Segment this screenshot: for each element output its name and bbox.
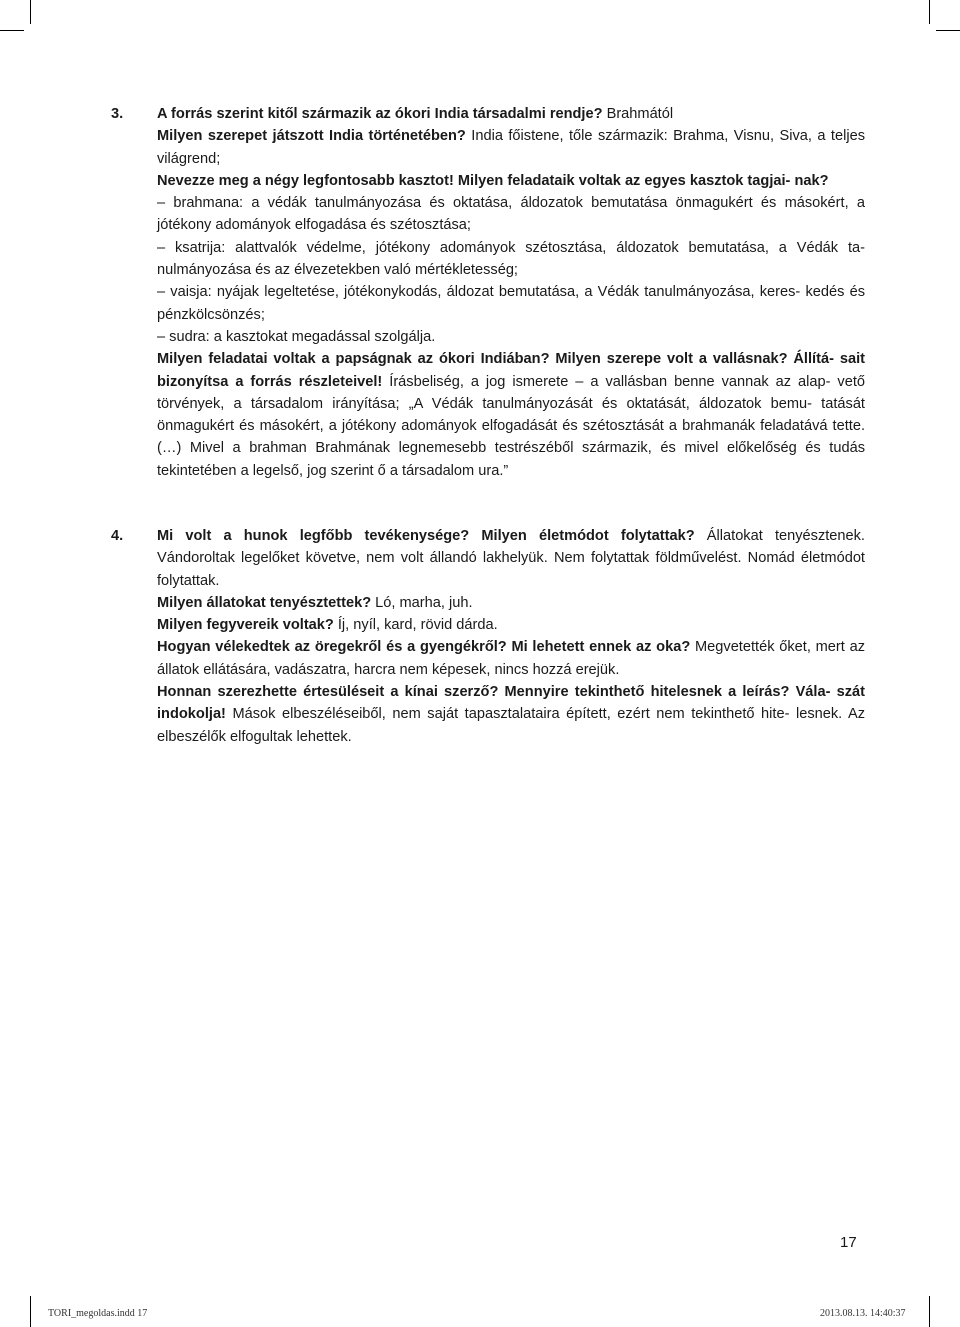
answer-text: Megvetették őket, mert az állatok ellátására, vadászatra, harcra nem képesek, nincs hozzá erejük. bbox=[157, 639, 865, 678]
slug-timestamp: 2013.08.13. 14:40:37 bbox=[820, 1308, 906, 1319]
paragraph bbox=[157, 636, 865, 681]
crop-mark bbox=[30, 1296, 31, 1327]
paragraph bbox=[157, 525, 865, 592]
question-text: Hogyan vélekedtek az öregekről és a gyengékről? Mi lehetett ennek az oka? bbox=[157, 639, 691, 656]
question-text: Milyen szerepet játszott India történetében? bbox=[157, 128, 466, 145]
question-text: Milyen feladatai voltak a papságnak az ókori Indiában? Milyen szerepe volt a vallásnak? Állítá- sait bizonyítsa a forrás részleteivel! bbox=[157, 351, 865, 390]
paragraph bbox=[157, 103, 865, 125]
question-number: 3. bbox=[111, 106, 124, 122]
paragraph bbox=[157, 614, 865, 636]
answer-text: Mások elbeszéléseiből, nem saját tapasztalataira épített, ezért nem tekinthető hite- lesnek. Az elbeszélők elfogultak lehettek. bbox=[157, 706, 865, 745]
caste-item: – brahmana: a védák tanulmányozása és oktatása, áldozatok bemutatása önmagukért és másokért, a jótékony adományok elfogadása és szétosztása; bbox=[157, 195, 865, 234]
paragraph bbox=[157, 681, 865, 748]
question-text: A forrás szerint kitől származik az ókori India társadalmi rendje? bbox=[157, 106, 603, 122]
crop-mark bbox=[30, 0, 31, 24]
caste-item: – sudra: a kasztokat megadással szolgálja. bbox=[157, 328, 436, 345]
answer-text: India főistene, tőle származik: Brahma, Visnu, Siva, a teljes világrend; bbox=[157, 128, 865, 167]
crop-mark bbox=[929, 0, 930, 24]
page-number: 17 bbox=[840, 1234, 857, 1251]
question-text: Milyen fegyvereik voltak? bbox=[157, 617, 334, 634]
answer-text: Írásbeliség, a jog ismerete – a vallásban benne vannak az alap- vető törvények, a társadalom irányítása; „A Védák tanulmányozását és oktatását, áldozatok bemu- tatását önmagukért és másokért, a jótékony adományok elfogadását és szétosztását a brahmanák feladatává tette. (…) Mivel a brahman Brahmának legnemesebb testrészéből származik, és mivel előkelőség és tudás tekintetében a legelső, jog szerint ő a társadalom ura.” bbox=[157, 373, 866, 479]
slug-filename: TORI_megoldas.indd 17 bbox=[48, 1308, 148, 1319]
crop-mark bbox=[0, 30, 24, 31]
question-text: Mi volt a hunok legfőbb tevékenysége? Milyen életmódot folytattak? bbox=[157, 528, 695, 544]
answer-text: Ló, marha, juh. bbox=[371, 594, 473, 611]
caste-item: – vaisja: nyájak legeltetése, jótékonykodás, áldozat bemutatása, a Védák tanulmányozása, keres- kedés és pénzkölcsönzés; bbox=[157, 284, 865, 323]
question-number: 4. bbox=[111, 528, 124, 544]
question-text: Honnan szerezhette értesüléseit a kínai szerző? Mennyire tekinthető hitelesnek a leírás? Vála- szát indokolja! bbox=[157, 684, 865, 723]
paragraph bbox=[157, 125, 865, 170]
crop-mark bbox=[929, 1296, 930, 1327]
question-4 bbox=[111, 525, 865, 748]
caste-item: – ksatrija: alattvalók védelme, jótékony adományok szétosztása, áldozatok bemutatása, a Védák ta- nulmányozása és az élvezetekben való mértékletesség; bbox=[157, 239, 865, 279]
answer-text: Brahmától bbox=[602, 106, 674, 122]
answer-text: Íj, nyíl, kard, rövid dárda. bbox=[333, 617, 498, 634]
question-text: Nevezze meg a négy legfontosabb kasztot! Milyen feladataik voltak az egyes kasztok tagjai- nak? bbox=[157, 172, 829, 189]
crop-mark bbox=[936, 30, 960, 31]
paragraph bbox=[157, 592, 865, 614]
question-text: Milyen állatokat tenyésztettek? bbox=[157, 594, 372, 611]
paragraph bbox=[157, 170, 865, 192]
answer-text: Állatokat tenyésztenek. Vándoroltak legelőket követve, nem volt állandó lakhelyük. Nem folytattak földművelést. Nomád életmódot folytattak. bbox=[157, 528, 865, 589]
question-3 bbox=[111, 103, 866, 482]
paragraph bbox=[157, 348, 865, 482]
